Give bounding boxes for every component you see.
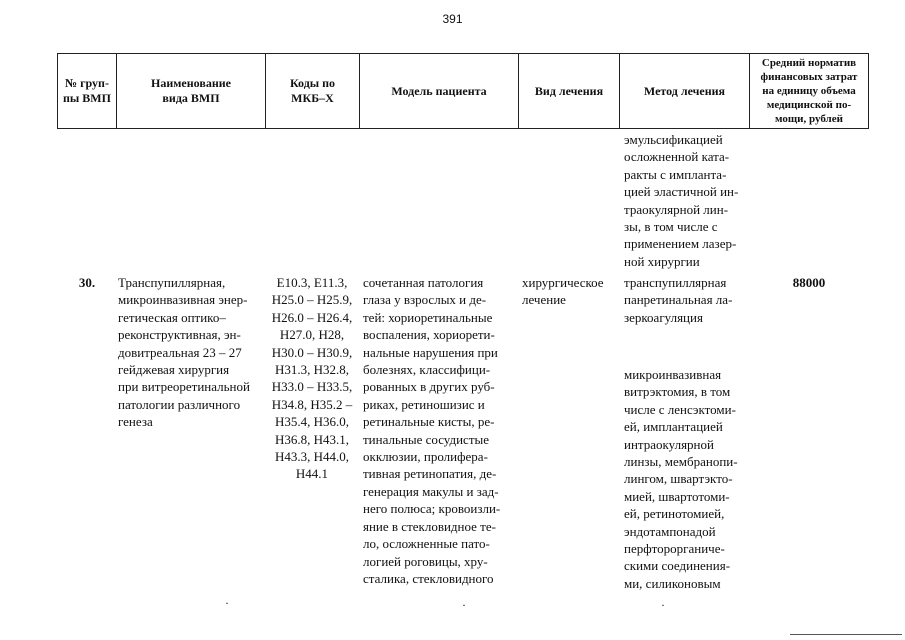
header-patient-model: Модель пациента [391, 83, 487, 98]
header-icd-codes: Коды по МКБ–Х [289, 76, 336, 105]
row-group-number: 30. [78, 275, 96, 290]
header-bottom-border [57, 128, 869, 129]
scan-edge-line [790, 634, 902, 635]
column-divider [868, 53, 869, 129]
row-vmp-name: Транспупиллярная, микроинвазивная энер- гетическая оптико– реконструктивная, эн- довитреальная 23 – 27 гейджевая хирургия при витреоретинальной патологии различного генеза [118, 275, 250, 430]
row-icd-codes: E10.3, E11.3, H25.0 – H25.9, H26.0 – H26.4, H27.0, H28, H30.0 – H30.9, H31.3, H32.8, H33.0 – H33.5, H34.8, H35.2 – H35.4, H36.0, H36.8, H43.1, H43.3, H44.0, H44.1 [271, 275, 353, 482]
row-cost: 88000 [792, 275, 826, 290]
header-treatment-method: Метод лечения [643, 83, 726, 98]
header-cost-norm: Средний норматив финансовых затрат на единицу объема медицинской по- мощи, рублей [760, 57, 858, 125]
header-treatment-type: Вид лечения [534, 83, 604, 98]
header-group-number: № груп- пы ВМП [63, 76, 111, 105]
page-number: 391 [442, 12, 463, 26]
row-method-laser: транспупиллярная панретинальная ла- зеркоагуляция [624, 275, 733, 325]
row-treatment-type: хирургическое лечение [522, 275, 604, 308]
scan-mark: · [225, 596, 229, 610]
continuation-method-text: эмульсификацией осложненной ката- ракты с импланта- цией эластичной ин- траокулярной лин- зы, в том числе с применением лазер- ной хирургии [624, 132, 739, 269]
row-method-vitrectomy: микроинвазивная витрэктомия, в том числе с ленсэктоми- ей, имплантацией интраокулярной линзы, мембранопи- лингом, швартэкто- мией, швартотоми- ей, ретинотомией, эндотампонадой перфторорганиче- скими соединения- ми, силиконовым [624, 367, 738, 591]
row-patient-model: сочетанная патология глаза у взрослых и де- тей: хориоретинальные воспаления, хориорети- нальные нарушения при болезнях, классифици- рованных в других руб- риках, ретиношизис и ретинальные кисты, ре- тинальные сосудистые окклюзии, пролифера- тивная ретинопатия, де- генерация макулы и зад- него полюса; кровоизли- яние в стекловидное те- ло, осложненные пато- логией роговицы, хру- сталика, стекловидного [363, 275, 501, 586]
scan-mark: · [462, 598, 466, 612]
header-vmp-name: Наименование вида ВМП [151, 76, 231, 105]
scan-mark: · [661, 598, 665, 612]
